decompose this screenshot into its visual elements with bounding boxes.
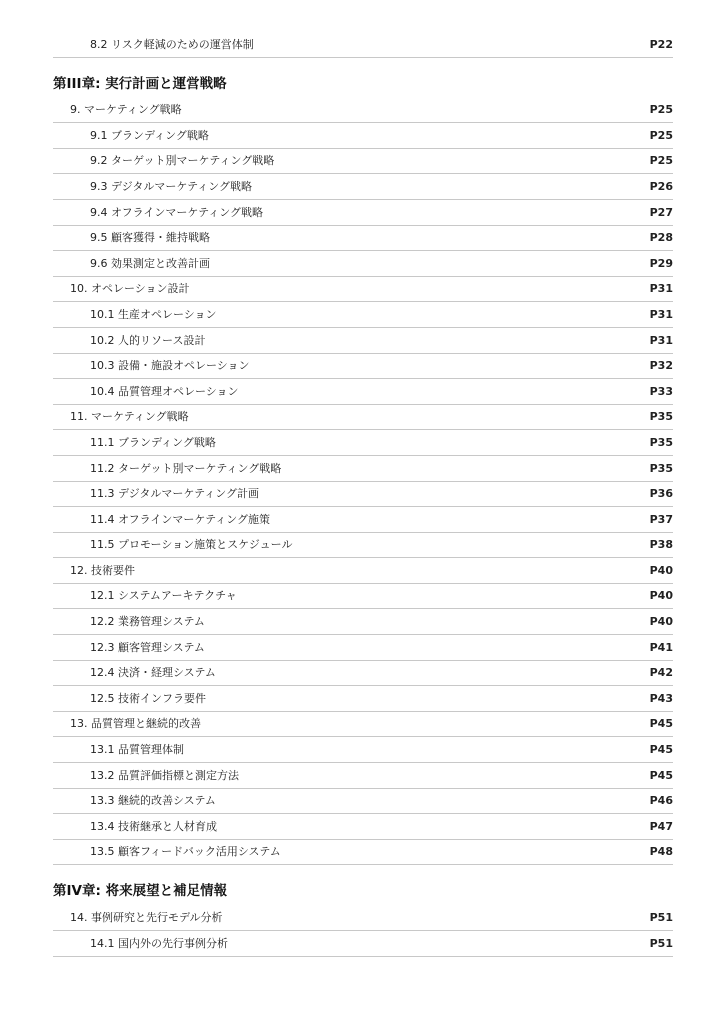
toc-entry-title: 12.5 技術インフラ要件 xyxy=(90,691,206,705)
toc-page-number: P37 xyxy=(649,512,673,526)
toc-subsection-row xyxy=(53,533,673,559)
toc-subsection-row xyxy=(53,379,673,405)
toc-subsection-row xyxy=(53,814,673,840)
toc-subsection-row xyxy=(53,32,673,58)
toc-entry-title: 10.2 人的リソース設計 xyxy=(90,333,206,347)
toc-subsection-row xyxy=(53,354,673,380)
toc-entry-title: 14. 事例研究と先行モデル分析 xyxy=(70,911,223,924)
toc-page-number: P25 xyxy=(649,154,673,168)
toc-page-number: P42 xyxy=(649,666,673,680)
toc-entry-title: 9.5 顧客獲得・維持戦略 xyxy=(90,231,210,245)
toc-entry-title: 10.4 品質管理オペレーション xyxy=(90,384,239,398)
toc-subsection-row xyxy=(53,507,673,533)
toc-section-row xyxy=(53,712,673,738)
toc-subsection-row xyxy=(53,456,673,482)
toc-entry-title: 13.3 継続的改善システム xyxy=(90,794,216,808)
toc-entry-title: 12.1 システムアーキテクチャ xyxy=(90,589,237,603)
toc-page-number: P38 xyxy=(649,538,673,552)
toc-entry-title: 13. 品質管理と継続的改善 xyxy=(70,717,201,731)
toc-subsection-row xyxy=(53,584,673,610)
toc-entry-title: 13.2 品質評価指標と測定方法 xyxy=(90,768,239,782)
toc-page-number: P40 xyxy=(649,563,673,577)
toc-entry-title: 11.4 オフラインマーケティング施策 xyxy=(90,512,271,526)
toc-section-row xyxy=(53,905,673,931)
toc-subsection-row xyxy=(53,174,673,200)
toc-section-row xyxy=(53,405,673,431)
table-of-contents xyxy=(53,32,673,957)
toc-page-number: P45 xyxy=(649,768,673,782)
toc-section-row xyxy=(53,558,673,584)
toc-subsection-row xyxy=(53,789,673,815)
toc-page-number: P51 xyxy=(649,911,673,924)
toc-entry-title: 14.1 国内外の先行事例分析 xyxy=(90,936,228,950)
toc-page-number: P40 xyxy=(649,589,673,603)
toc-page-number: P35 xyxy=(649,435,673,449)
toc-page-number: P51 xyxy=(649,936,673,950)
toc-subsection-row xyxy=(53,328,673,354)
toc-page-number: P48 xyxy=(649,845,673,859)
chapter-heading: 第IV章: 将来展望と補足情報 xyxy=(53,883,228,900)
toc-entry-title: 13.4 技術継承と人材育成 xyxy=(90,819,217,833)
toc-subsection-row xyxy=(53,149,673,175)
toc-page-number: P27 xyxy=(649,205,673,219)
toc-page-number: P41 xyxy=(649,640,673,654)
toc-subsection-row xyxy=(53,251,673,277)
toc-subsection-row xyxy=(53,686,673,712)
toc-subsection-row xyxy=(53,200,673,226)
toc-page-number: P31 xyxy=(649,307,673,321)
toc-page-number: P35 xyxy=(649,461,673,475)
toc-subsection-row xyxy=(53,430,673,456)
toc-entry-title: 9.2 ターゲット別マーケティング戦略 xyxy=(90,154,275,168)
toc-entry-title: 12.4 決済・経理システム xyxy=(90,666,216,680)
chapter-heading: 第III章: 実行計画と運営戦略 xyxy=(53,75,227,92)
toc-page-number: P31 xyxy=(649,333,673,347)
toc-entry-title: 11. マーケティング戦略 xyxy=(70,410,189,424)
toc-entry-title: 9.1 ブランディング戦略 xyxy=(90,128,209,142)
toc-page-number: P26 xyxy=(649,179,673,193)
toc-page-number: P22 xyxy=(649,37,673,51)
toc-subsection-row xyxy=(53,482,673,508)
toc-entry-title: 11.3 デジタルマーケティング計画 xyxy=(90,487,260,501)
toc-entry-title: 11.2 ターゲット別マーケティング戦略 xyxy=(90,461,282,475)
toc-subsection-row xyxy=(53,840,673,866)
toc-subsection-row xyxy=(53,226,673,252)
toc-subsection-row xyxy=(53,737,673,763)
toc-page-number: P29 xyxy=(649,256,673,270)
toc-page-number: P46 xyxy=(649,794,673,808)
toc-subsection-row xyxy=(53,661,673,687)
toc-entry-title: 10. オペレーション設計 xyxy=(70,282,190,296)
toc-entry-title: 9.4 オフラインマーケティング戦略 xyxy=(90,205,264,219)
toc-entry-title: 12.3 顧客管理システム xyxy=(90,640,205,654)
toc-entry-title: 9.3 デジタルマーケティング戦略 xyxy=(90,179,253,193)
toc-entry-title: 12. 技術要件 xyxy=(70,563,135,577)
toc-entry-title: 10.1 生産オペレーション xyxy=(90,307,217,321)
toc-page-number: P40 xyxy=(649,615,673,629)
toc-subsection-row xyxy=(53,123,673,149)
toc-page-number: P35 xyxy=(649,410,673,424)
toc-entry-title: 9. マーケティング戦略 xyxy=(70,103,182,117)
toc-entry-title: 11.1 ブランディング戦略 xyxy=(90,435,216,449)
toc-section-row xyxy=(53,277,673,303)
toc-entry-title: 13.5 顧客フィードバック活用システム xyxy=(90,845,281,859)
toc-subsection-row xyxy=(53,635,673,661)
toc-section-row xyxy=(53,98,673,124)
toc-page-number: P25 xyxy=(649,128,673,142)
toc-page-number: P25 xyxy=(649,103,673,117)
toc-page-number: P45 xyxy=(649,743,673,757)
toc-page-number: P33 xyxy=(649,384,673,398)
toc-page-number: P36 xyxy=(649,487,673,501)
toc-entry-title: 9.6 効果測定と改善計画 xyxy=(90,256,210,270)
toc-page-number: P43 xyxy=(649,691,673,705)
toc-page-number: P28 xyxy=(649,231,673,245)
toc-entry-title: 8.2 リスク軽減のための運営体制 xyxy=(90,37,254,51)
toc-page-number: P32 xyxy=(649,359,673,373)
toc-subsection-row xyxy=(53,609,673,635)
toc-subsection-row xyxy=(53,763,673,789)
toc-page-number: P31 xyxy=(649,282,673,296)
toc-subsection-row xyxy=(53,302,673,328)
toc-entry-title: 12.2 業務管理システム xyxy=(90,615,205,629)
toc-entry-title: 10.3 設備・施設オペレーション xyxy=(90,359,250,373)
toc-entry-title: 11.5 プロモーション施策とスケジュール xyxy=(90,538,293,552)
toc-entry-title: 13.1 品質管理体制 xyxy=(90,743,184,757)
toc-page-number: P47 xyxy=(649,819,673,833)
toc-page-number: P45 xyxy=(649,717,673,731)
toc-subsection-row xyxy=(53,931,673,957)
